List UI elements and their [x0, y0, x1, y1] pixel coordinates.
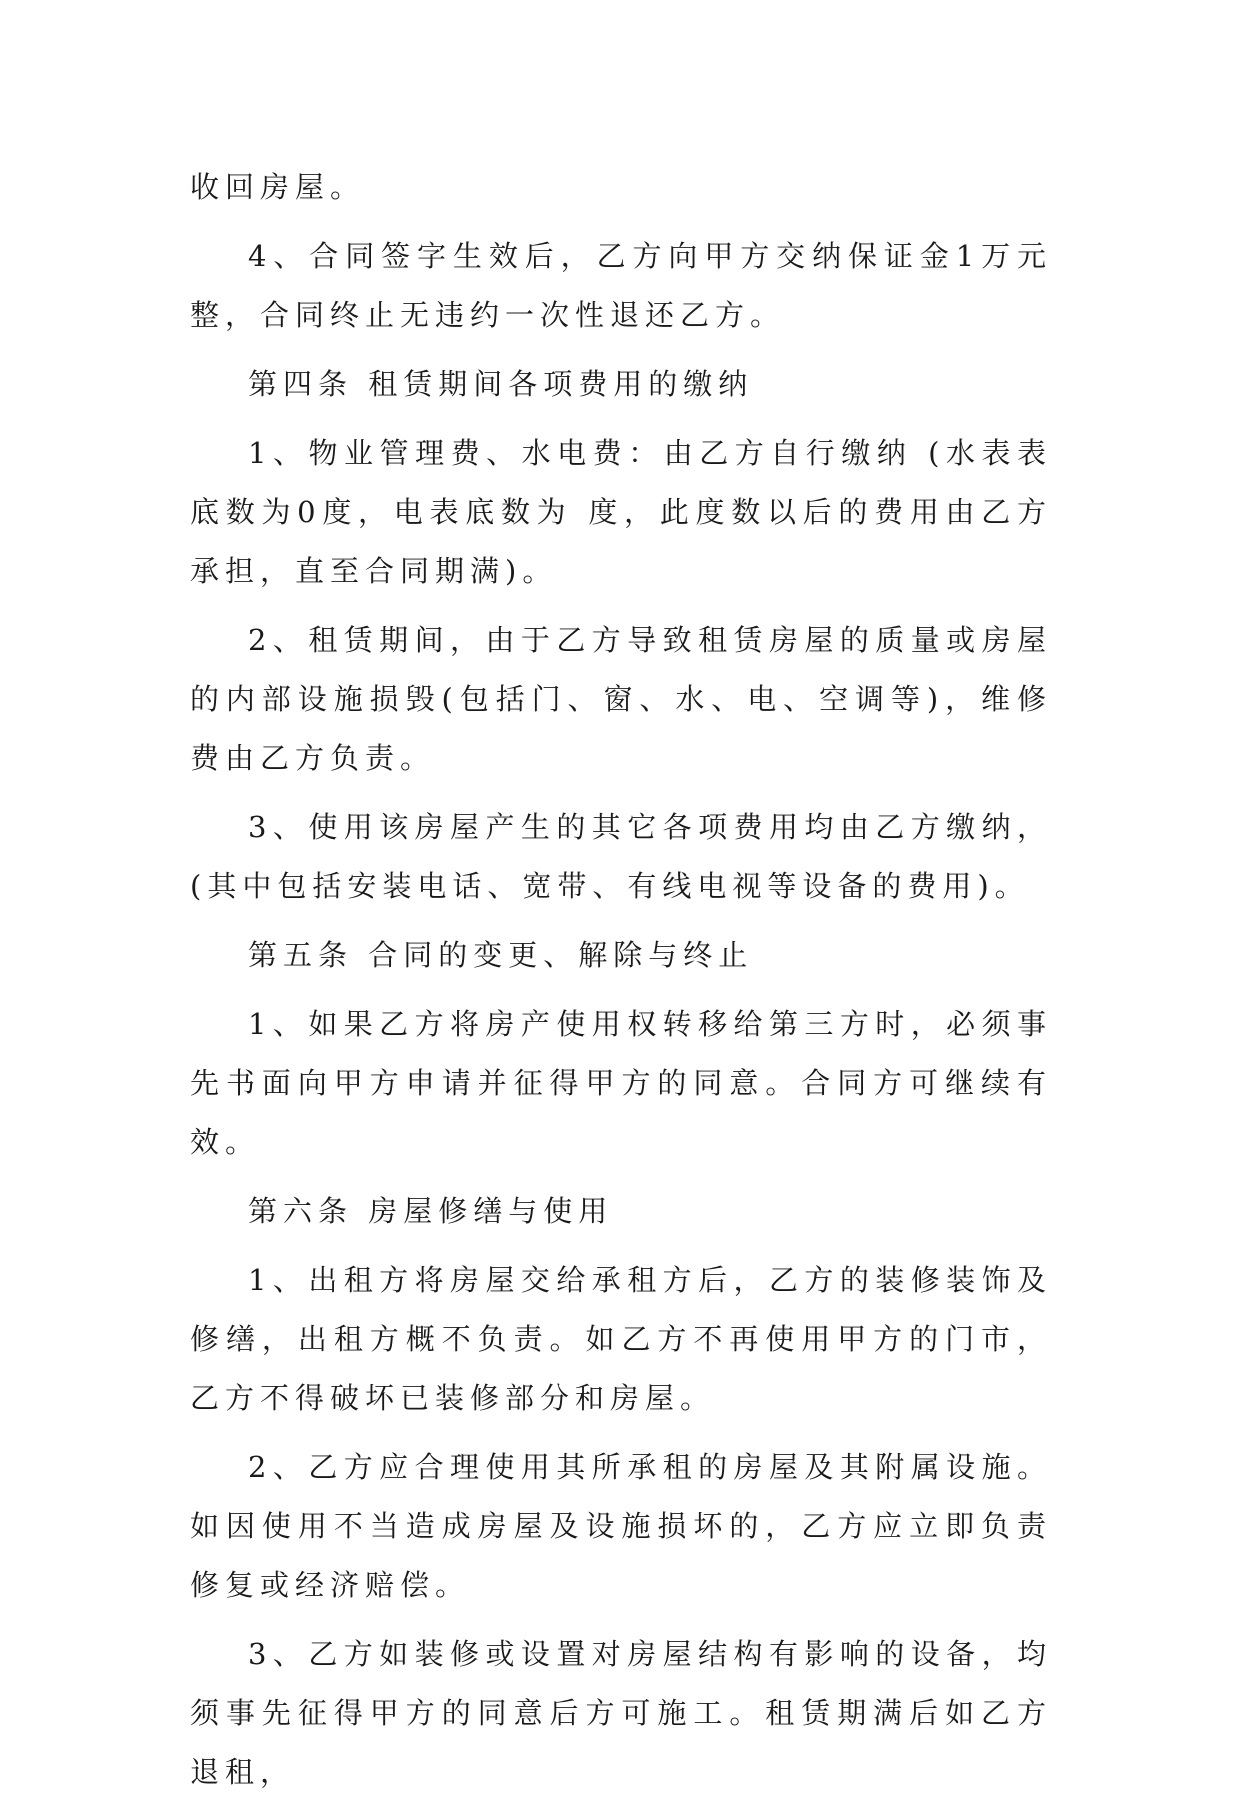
paragraph-clause-5-1: 1、如果乙方将房产使用权转移给第三方时，必须事先书面向甲方申请并征得甲方的同意。合同方可继续有效。 [190, 1007, 1052, 1159]
article-6-heading: 第六条 房屋修缮与使用 [248, 1194, 614, 1228]
paragraph-clause-4-1: 1、物业管理费、水电费：由乙方自行缴纳 (水表表底数为0度，电表底数为 度，此度数以后的费用由乙方承担，直至合同期满)。 [190, 436, 1052, 588]
paragraph-continuation: 收回房屋。 [190, 170, 366, 204]
paragraph-clause-6-3: 3、乙方如装修或设置对房屋结构有影响的设备，均须事先征得甲方的同意后方可施工。租赁期满后如乙方退租， [190, 1637, 1052, 1789]
article-5-heading: 第五条 合同的变更、解除与终止 [248, 938, 754, 972]
paragraph-clause-4-3: 3、使用该房屋产生的其它各项费用均由乙方缴纳，(其中包括安装电话、宽带、有线电视等设备的费用)。 [190, 810, 1052, 903]
paragraph-clause-6-1: 1、出租方将房屋交给承租方后，乙方的装修装饰及修缮，出租方概不负责。如乙方不再使用甲方的门市，乙方不得破坏已装修部分和房屋。 [190, 1263, 1052, 1415]
paragraph-clause-4-2: 2、租赁期间，由于乙方导致租赁房屋的质量或房屋的内部设施损毁(包括门、窗、水、电、空调等)，维修费由乙方负责。 [190, 623, 1052, 775]
document-body [190, 158, 1052, 1802]
paragraph-clause-6-2: 2、乙方应合理使用其所承租的房屋及其附属设施。如因使用不当造成房屋及设施损坏的，乙方应立即负责修复或经济赔偿。 [190, 1450, 1052, 1602]
paragraph-clause-3-4: 4、合同签字生效后，乙方向甲方交纳保证金1万元整，合同终止无违约一次性退还乙方。 [190, 239, 1052, 332]
article-4-heading: 第四条 租赁期间各项费用的缴纳 [248, 367, 754, 401]
